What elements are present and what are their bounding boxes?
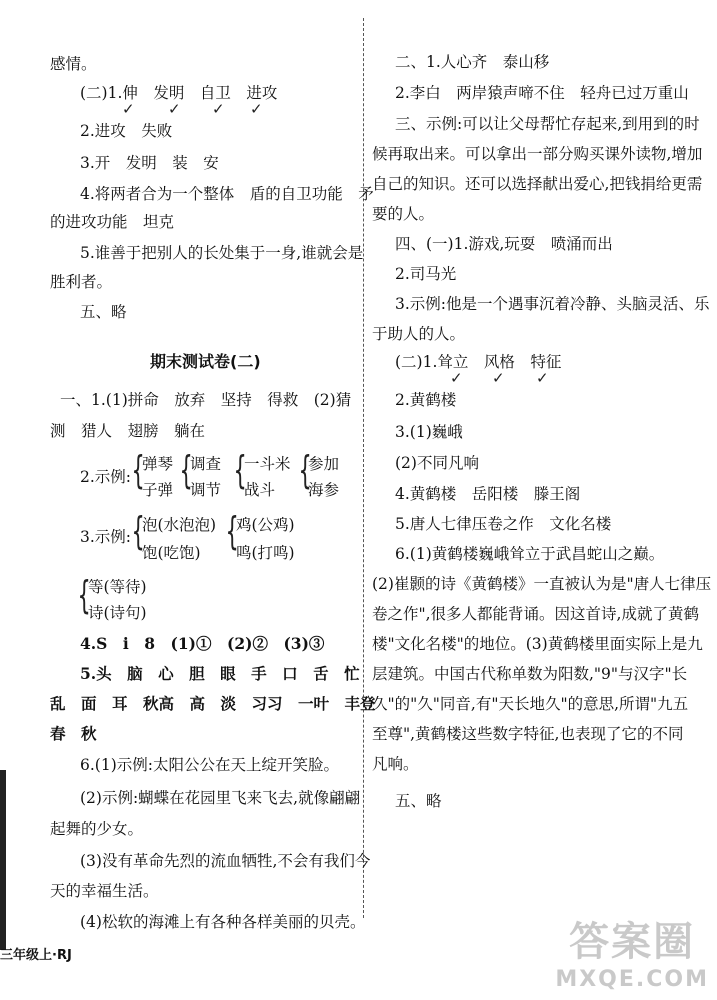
text-line: (4)松软的海滩上有各种各样美丽的贝壳。 — [80, 913, 366, 931]
text-line: 二、1.人心齐 泰山移 — [395, 53, 550, 71]
text-line: 乱 面 耳 秋高 高 淡 习习 一叶 丰登 — [50, 694, 376, 713]
watermark-top: 答案圈 — [569, 919, 696, 965]
text-line: 凡响。 — [372, 755, 419, 773]
text-line: 3.开 发明 装 安 — [80, 154, 219, 172]
brace-icon: { — [179, 448, 193, 492]
text-line: 五、略 — [80, 303, 127, 321]
page-footer: 三年级上·RJ — [0, 948, 72, 963]
text-line: 胜利者。 — [50, 273, 113, 291]
page-edge-bar — [0, 770, 6, 950]
text-line: 五、略 — [395, 792, 442, 810]
text-line: 鸣(打鸣) — [236, 544, 295, 562]
text-line: 2.李白 两岸猿声啼不住 轻舟已过万重山 — [395, 84, 689, 102]
check-mark-icon: ✓ — [450, 369, 463, 387]
text-line: 2.示例: — [80, 468, 132, 486]
text-line: 3.(1)巍峨 — [395, 423, 463, 441]
text-line: 5.头 脑 心 胆 眼 手 口 舌 忙 — [80, 664, 360, 683]
check-mark-icon: ✓ — [212, 100, 225, 118]
brace-icon: { — [298, 448, 312, 492]
text-line: 诗(诗句) — [88, 604, 147, 622]
text-line: 测 猎人 翅膀 躺在 — [50, 422, 206, 440]
text-line: 饱(吃饱) — [142, 544, 201, 562]
text-line: 自己的知识。还可以选择献出爱心,把钱捐给更需 — [372, 175, 703, 193]
text-line: 楼"文化名楼"的地位。(3)黄鹤楼里面实际上是九 — [372, 635, 703, 653]
brace-icon: { — [225, 509, 239, 553]
text-line: 5.唐人七律压卷之作 文化名楼 — [395, 515, 612, 533]
text-line: 子弹 — [142, 481, 174, 499]
text-line: 四、(一)1.游戏,玩耍 喷涌而出 — [395, 235, 613, 253]
text-line: 于助人的人。 — [372, 325, 466, 343]
check-mark-icon: ✓ — [536, 369, 549, 387]
text-line: 卷之作",很多人都能背诵。因这首诗,成就了黄鹤 — [372, 605, 699, 623]
text-line: 2.司马光 — [395, 265, 457, 283]
text-line: 6.(1)示例:太阳公公在天上绽开笑脸。 — [80, 756, 339, 774]
text-line: 调查 — [190, 455, 222, 473]
watermark — [555, 910, 709, 992]
check-mark-icon: ✓ — [122, 100, 135, 118]
text-line: 要的人。 — [372, 205, 435, 223]
text-line: 天的幸福生活。 — [50, 882, 159, 900]
text-line: (2)不同凡响 — [395, 454, 479, 472]
text-line: (2)示例:蝴蝶在花园里飞来飞去,就像翩翩 — [80, 789, 361, 807]
check-mark-icon: ✓ — [250, 100, 263, 118]
text-line: 2.黄鹤楼 — [395, 391, 457, 409]
text-line: (二)1.耸立 风格 特征 — [395, 353, 562, 371]
text-line: 的进攻功能 坦克 — [50, 213, 175, 231]
text-line: 等(等待) — [88, 578, 147, 596]
text-line: 4.黄鹤楼 岳阳楼 滕王阁 — [395, 485, 581, 503]
text-line: 起舞的少女。 — [50, 820, 144, 838]
text-line: 一斗米 — [244, 455, 291, 473]
brace-icon: { — [131, 509, 145, 553]
text-line: 三、示例:可以让父母帮忙存起来,到用到的时 — [395, 115, 700, 133]
brace-icon: { — [77, 573, 91, 617]
text-line: 5.谁善于把别人的长处集于一身,谁就会是 — [80, 244, 364, 262]
text-line: (二)1.伸 发明 自卫 进攻 — [80, 84, 278, 102]
text-line: 4.将两者合为一个整体 盾的自卫功能 矛 — [80, 185, 374, 203]
check-mark-icon: ✓ — [492, 369, 505, 387]
text-line: 层建筑。中国古代称单数为阳数,"9"与汉字"长 — [372, 665, 688, 683]
text-line: 战斗 — [244, 481, 276, 499]
check-mark-icon: ✓ — [168, 100, 181, 118]
text-line: 3.示例:他是一个遇事沉着冷静、头脑灵活、乐 — [395, 295, 710, 313]
watermark-bottom: MXQE.COM — [555, 967, 709, 992]
text-line: 弹琴 — [142, 455, 174, 473]
text-line: (3)没有革命先烈的流血牺牲,不会有我们今 — [80, 852, 371, 870]
text-line: 4.S i 8 (1)① (2)② (3)③ — [80, 634, 325, 653]
text-line: (2)崔颢的诗《黄鹤楼》一直被认为是"唐人七律压 — [372, 575, 712, 593]
text-line: 6.(1)黄鹤楼巍峨耸立于武昌蛇山之巅。 — [395, 545, 665, 563]
text-line: 调节 — [190, 481, 222, 499]
text-line: 海参 — [308, 481, 340, 499]
column-divider — [363, 18, 364, 918]
brace-icon: { — [131, 448, 145, 492]
text-line: 2.进攻 失败 — [80, 122, 173, 140]
text-line: 久"的"久"同音,有"天长地久"的意思,所谓"九五 — [372, 695, 689, 713]
text-line: 泡(水泡泡) — [142, 516, 217, 534]
text-line: 候再取出来。可以拿出一部分购买课外读物,增加 — [372, 145, 703, 163]
text-line: 鸡(公鸡) — [236, 516, 295, 534]
text-line: 至尊",黄鹤楼这些数字特征,也表现了它的不同 — [372, 725, 684, 743]
text-line: 感情。 — [50, 55, 97, 73]
text-line: 一、1.(1)拼命 放弃 坚持 得救 (2)猜 — [60, 391, 352, 409]
text-line: 参加 — [308, 455, 340, 473]
brace-icon: { — [233, 448, 247, 492]
text-line: 3.示例: — [80, 528, 132, 546]
text-line: 春 秋 — [50, 724, 97, 743]
section-title: 期末测试卷(二) — [150, 352, 261, 371]
